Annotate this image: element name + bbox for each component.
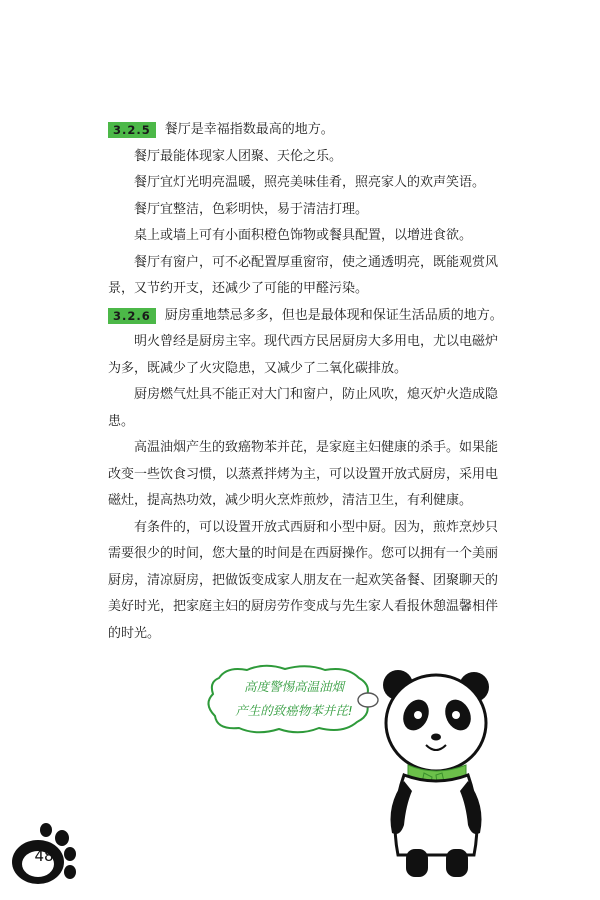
paragraph: 餐厅有窗户，可不必配置厚重窗帘，使之通透明亮，既能观赏风景，又节约开支，还减少了可能的甲醛污染。	[108, 254, 499, 296]
bubble-text	[214, 675, 374, 723]
section-title: 厨房重地禁忌多多，但也是最体现和保证生活品质的地方。	[164, 307, 503, 323]
paragraph: 明火曾经是厨房主宰。现代西方民居厨房大多用电，尤以电磁炉为多，既减少了火灾隐患，又减少了二氧化碳排放。	[108, 334, 499, 376]
section-heading-326	[108, 303, 503, 330]
section-number-badge: 3.2.6	[108, 308, 156, 324]
body-text	[108, 117, 503, 647]
paragraph: 厨房燃气灶具不能正对大门和窗户，防止风吹，熄灭炉火造成隐患。	[108, 387, 499, 429]
bubble-line: 高度警惕高温油烟	[243, 679, 344, 694]
paragraph: 餐厅宜整洁，色彩明快，易于清洁打理。	[134, 201, 369, 217]
paragraph: 餐厅宜灯光明亮温暖，照亮美味佳肴，照亮家人的欢声笑语。	[134, 175, 486, 190]
paragraph: 餐厅最能体现家人团聚、天伦之乐。	[134, 148, 343, 164]
bubble-line: 产生的致癌物苯并芘!	[235, 703, 353, 718]
paragraph: 高温油烟产生的致癌物苯并芘，是家庭主妇健康的杀手。如果能改变一些饮食习惯，以蒸煮拌烤为主，可以设置开放式厨房，采用电磁灶，提高热功效，减少明火烹炸煎炒，清洁卫生，有利健康。	[108, 440, 499, 508]
panda-icon	[378, 665, 496, 880]
paragraph: 桌上或墙上可有小面积橙色饰物或餐具配置，以增进食欲。	[134, 228, 473, 243]
page-number: 48	[34, 847, 54, 865]
section-title: 餐厅是幸福指数最高的地方。	[164, 122, 334, 137]
paragraph: 有条件的，可以设置开放式西厨和小型中厨。因为，煎炸烹炒只需要很少的时间，您大量的时间是在西厨操作。您可以拥有一个美丽厨房，清凉厨房，把做饭变成家人朋友在一起欢笑备餐、团聚聊天的美好时光，把家庭主妇的厨房劳作变成与先生家人看报休憩温馨相伴的时光。	[108, 519, 499, 641]
section-heading-325	[108, 117, 498, 144]
section-number-badge: 3.2.5	[108, 122, 156, 138]
